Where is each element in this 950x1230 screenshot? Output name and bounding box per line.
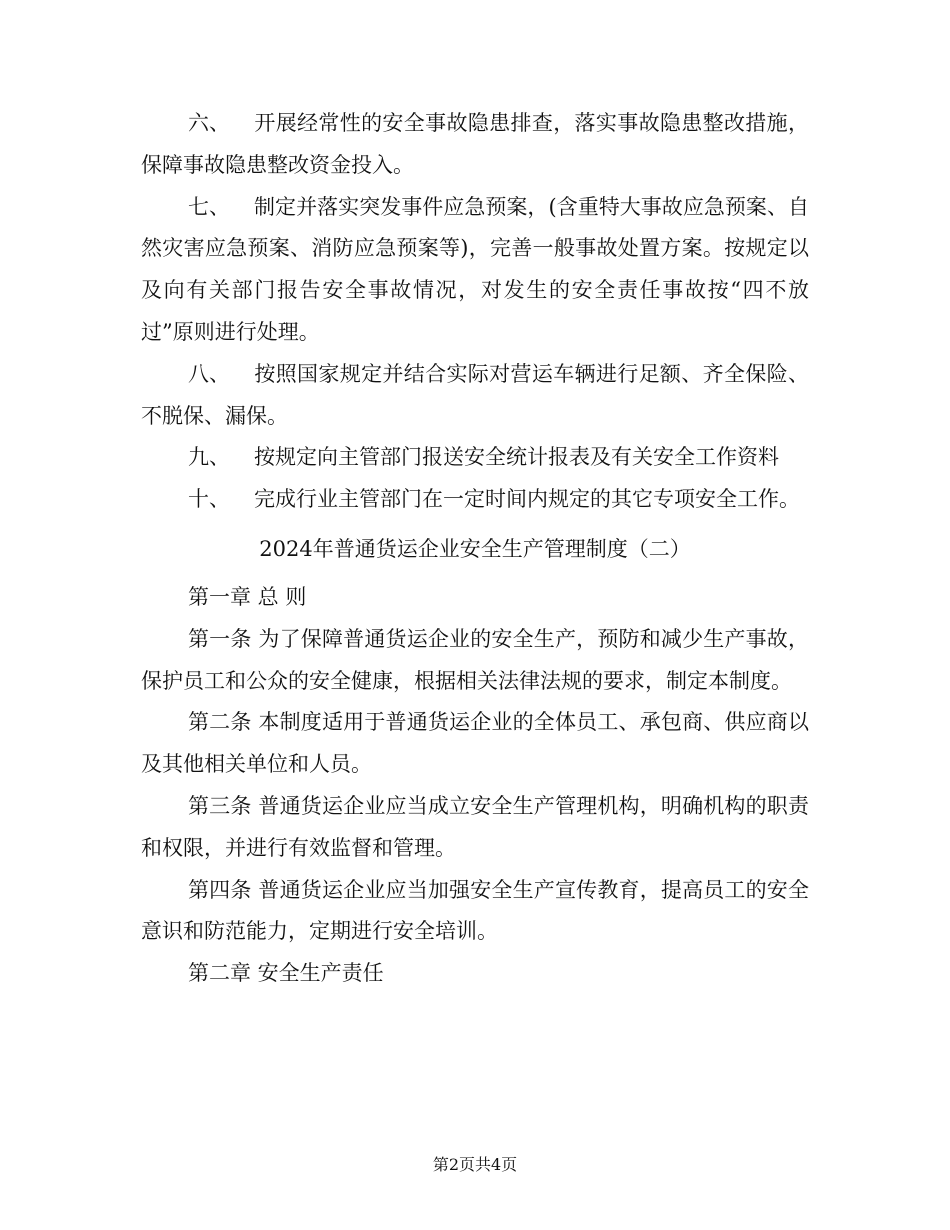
section-title: 2024年普通货运企业安全生产管理制度（二） [259, 536, 691, 561]
list-item [141, 103, 809, 187]
item-text: 完成行业主管部门在一定时间内规定的其它专项安全工作。 [254, 487, 800, 512]
item-number: 八、 [188, 361, 230, 386]
list-item [141, 354, 809, 438]
chapter-heading: 第二章 安全生产责任 [188, 961, 384, 986]
document-body [141, 103, 809, 995]
item-text: 制定并落实突发事件应急预案，(含重特大事故应急预案、自然灾害应急预案、消防应急预案等)，完善一般事故处置方案。按规定以及向有关部门报告安全事故情况，对发生的安全责任事故按“四不放过”原则进行处理。 [141, 194, 809, 344]
list-item [141, 437, 809, 479]
list-item [141, 187, 809, 354]
article-paragraph: 第一条 为了保障普通货运企业的安全生产，预防和减少生产事故，保护员工和公众的安全健康，根据相关法律法规的要求，制定本制度。 [141, 626, 809, 693]
list-item [141, 479, 809, 521]
item-text: 按照国家规定并结合实际对营运车辆进行足额、齐全保险、不脱保、漏保。 [141, 361, 809, 428]
page-number: 第2页共4页 [432, 1155, 518, 1174]
item-number: 七、 [188, 194, 230, 219]
item-number: 六、 [188, 111, 230, 135]
chapter-heading: 第一章 总 则 [188, 584, 307, 609]
article-paragraph: 第四条 普通货运企业应当加强安全生产宣传教育，提高员工的安全意识和防范能力，定期进行安全培训。 [141, 877, 809, 944]
item-text: 开展经常性的安全事故隐患排查，落实事故隐患整改措施，保障事故隐患整改资金投入。 [141, 111, 809, 177]
article-paragraph: 第三条 普通货运企业应当成立安全生产管理机构，明确机构的职责和权限，并进行有效监督和管理。 [141, 793, 809, 860]
article-paragraph: 第二条 本制度适用于普通货运企业的全体员工、承包商、供应商以及其他相关单位和人员。 [141, 710, 809, 777]
item-number: 十、 [188, 487, 230, 512]
item-number: 九、 [188, 445, 230, 470]
item-text: 按规定向主管部门报送安全统计报表及有关安全工作资料 [254, 445, 779, 470]
